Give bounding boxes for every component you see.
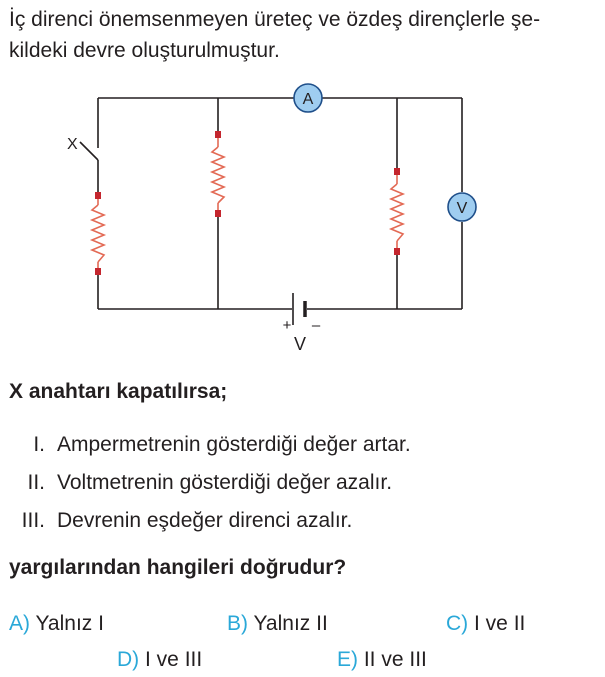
statement-list: [0, 430, 605, 544]
choice-letter: A): [9, 612, 30, 635]
circuit-wires: [98, 98, 462, 309]
choice-letter: E): [337, 648, 358, 671]
switch-label: X: [67, 136, 78, 153]
statement-item: [0, 430, 605, 468]
choice-text: Yalnız II: [253, 612, 328, 635]
question-stem: X anahtarı kapatılırsa;: [9, 380, 228, 403]
ammeter: [294, 84, 322, 112]
choice-letter: B): [227, 612, 248, 635]
intro-line-2: kildeki devre oluşturulmuştur.: [9, 39, 280, 62]
choice-b[interactable]: [227, 612, 328, 636]
choice-text: II ve III: [363, 648, 427, 671]
question-prompt: yargılarından hangileri doğrudur?: [9, 556, 347, 579]
choice-text: I ve III: [145, 648, 203, 671]
resistor-2: [212, 131, 224, 217]
statement-number: I.: [33, 433, 45, 456]
switch-x: [67, 98, 98, 160]
battery-voltage-label: V: [293, 334, 307, 354]
choice-c[interactable]: [446, 612, 525, 636]
statement-item: [0, 506, 605, 544]
statement-item: [0, 468, 605, 506]
choice-text: I ve II: [474, 612, 526, 635]
statement-text: Ampermetrenin gösterdiği değer artar.: [57, 433, 411, 456]
battery-plus-label: +: [282, 317, 292, 334]
choice-letter: C): [446, 612, 469, 635]
choice-text: Yalnız I: [35, 612, 104, 635]
statement-text: Devrenin eşdeğer direnci azalır.: [57, 509, 353, 532]
voltmeter-label: V: [456, 200, 468, 217]
statement-number: II.: [27, 471, 45, 494]
choice-e[interactable]: [337, 648, 427, 672]
battery-minus-label: –: [311, 317, 321, 334]
resistor-1: [92, 192, 104, 275]
choice-d[interactable]: [117, 648, 202, 672]
ammeter-label: A: [302, 91, 314, 108]
statement-text: Voltmetrenin gösterdiği değer azalır.: [57, 471, 393, 494]
choice-a[interactable]: [9, 612, 104, 636]
battery: [283, 293, 321, 354]
resistor-3: [391, 168, 403, 255]
choice-letter: D): [117, 648, 140, 671]
voltmeter: [448, 193, 476, 221]
statement-number: III.: [21, 509, 45, 532]
intro-line-1: İç direnci önemsenmeyen üreteç ve özdeş dirençlerle şe-: [9, 8, 541, 31]
